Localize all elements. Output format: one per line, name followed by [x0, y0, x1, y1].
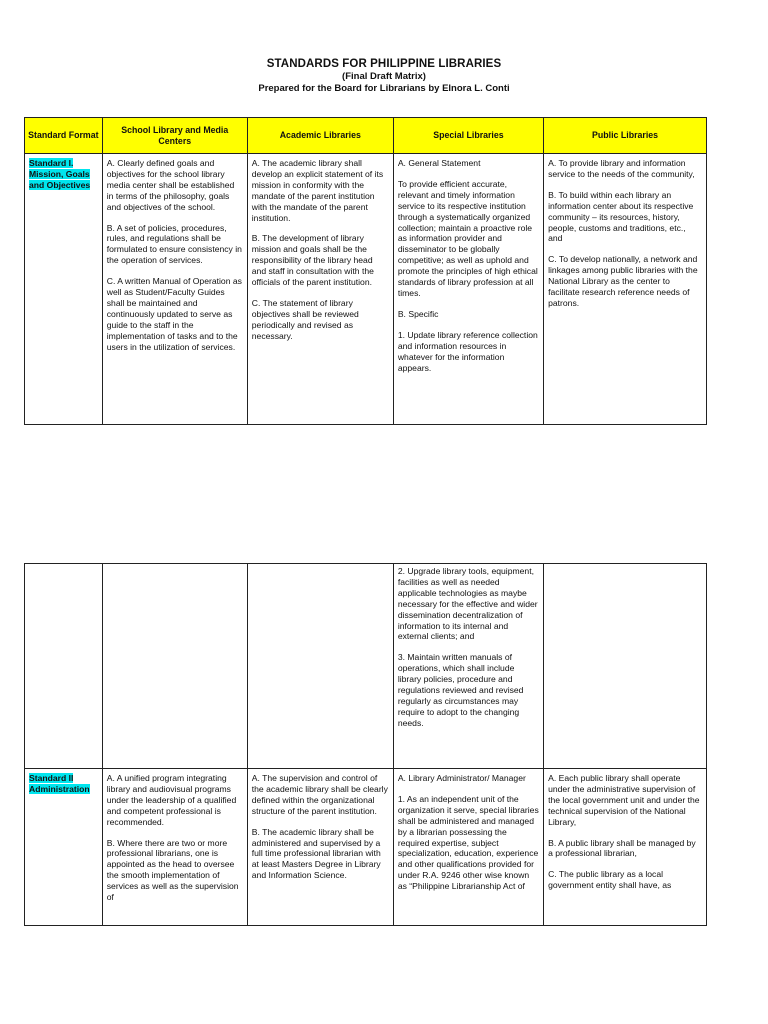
standards-matrix-table-page2 [24, 563, 707, 926]
paragraph: B. The academic library shall be administered and supervised by a full time professional librarian with at least Masters Degree in Library and Information Science. [251, 826, 381, 881]
standard-1-academic-cell [247, 154, 393, 425]
paragraph: A. Library Administrator/ Manager [397, 773, 526, 783]
standard-1-school-cell [102, 154, 247, 425]
prepared-by-line: Prepared for the Board for Librarians by Elnora L. Conti [258, 83, 510, 94]
column-header-special-libraries: Special Libraries [393, 118, 543, 154]
continuation-empty-cell [247, 564, 393, 769]
document-subtitle: (Final Draft Matrix) [342, 71, 426, 82]
continuation-empty-cell [544, 564, 707, 769]
table-row-standard-2 [25, 769, 707, 926]
standard-1-label: Standard I. Mission, Goals and Objectives [29, 158, 91, 190]
paragraph: C. The public library as a local government entity shall have, as [548, 869, 672, 891]
paragraph: 3. Maintain written manuals of operations, which shall include library policies, procedure and regulations reviewed and revised regularly as circumstances may require to adopt to the changing needs. [397, 652, 524, 728]
paragraph: A. Each public library shall operate under the administrative supervision of the local government unit and under the technical supervision of the National Library, [548, 773, 700, 827]
standard-2-school-cell [102, 769, 247, 926]
continuation-empty-cell [102, 564, 247, 769]
table-row-continuation [25, 564, 707, 769]
paragraph: A. General Statement [397, 158, 481, 168]
standard-2-public-cell [544, 769, 707, 926]
paragraph: To provide efficient accurate, relevant and timely information service to its respective institution through a systematically organized collection; maintain a proactive role as information provider and disseminator to be globally competitive; as well as uphold and promote the principles of high ethical standards of library profession at all times. [397, 178, 538, 298]
paragraph: B. A set of policies, procedures, rules, and regulations shall be formulated to ensure consistency in the operation of services. [106, 222, 242, 266]
paragraph: C. A written Manual of Operation as well as Student/Faculty Guides shall be maintained and continuously updated to serve as guide to the staff in the implementation of tasks and to the users in the utilization of services. [106, 276, 242, 352]
paragraph: A. The supervision and control of the academic library shall be clearly defined within the organizational structure of the parent institution. [251, 773, 388, 816]
column-header-standard-format: Standard Format [25, 118, 103, 154]
paragraph: 1. As an independent unit of the organization it serve, special libraries shall be administered and managed by a librarian possessing the required expertise, subject specialization, education, experience and other qualifications provided for under R.A. 9246 other wise known as “Philippine Librarianship Act of [397, 793, 539, 892]
document-header [0, 58, 768, 94]
paragraph: C. The statement of library objectives shall be reviewed periodically and revised as necessary. [251, 297, 359, 341]
standard-2-label: Standard II Administration [29, 773, 90, 794]
continuation-special-cell [393, 564, 543, 769]
column-header-academic-libraries: Academic Libraries [247, 118, 393, 154]
paragraph: B. A public library shall be managed by a professional librarian, [548, 837, 696, 859]
paragraph: C. To develop nationally, a network and linkages among public libraries with the National Library as the center to facilitate research reference needs of patrons. [548, 254, 698, 308]
paragraph: A. The academic library shall develop an explicit statement of its mission in conformity with the mandate of the parent institution with the mandate of the parent institution. [251, 158, 384, 223]
table-row-standard-1 [25, 154, 707, 425]
standard-2-academic-cell [247, 769, 393, 926]
table-header-row [25, 118, 707, 154]
standard-1-special-cell [393, 154, 543, 425]
paragraph: B. Specific [397, 308, 439, 319]
paragraph: A. To provide library and information service to the needs of the community, [548, 158, 695, 179]
paragraph: B. Where there are two or more professional librarians, one is appointed as the head to oversee the smooth implementation of services as well as the supervision of [106, 837, 239, 903]
paragraph: B. To build within each library an information center about its respective community – its resources, history, people, customs and traditions, etc., and [548, 189, 694, 244]
standards-matrix-table-page1 [24, 117, 707, 425]
document-title: STANDARDS FOR PHILIPPINE LIBRARIES [266, 58, 502, 70]
paragraph: A. Clearly defined goals and objectives for the school library media center shall be established in terms of the philosophy, goals and objectives of the school. [106, 158, 235, 212]
standard-1-label-cell [25, 154, 103, 425]
paragraph: A. A unified program integrating library and audiovisual programs under the leadership of a qualified and competent professional is recommended. [106, 773, 237, 827]
paragraph: 2. Upgrade library tools, equipment, facilities as well as needed applicable technologies as maybe necessary for the effective and wider dissemination decentralization of information to its internal and external clients; and [397, 566, 538, 642]
column-header-school-library: School Library and Media Centers [102, 118, 247, 154]
standard-1-public-cell [544, 154, 707, 425]
standard-2-special-cell [393, 769, 543, 926]
column-header-public-libraries: Public Libraries [544, 118, 707, 154]
standard-2-label-cell [25, 769, 103, 926]
paragraph: B. The development of library mission and goals shall be the responsibility of the library head and staff in consultation with the officials of the parent institution. [251, 233, 374, 288]
paragraph: 1. Update library reference collection and information resources in whatever for the information appears. [397, 329, 538, 373]
continuation-empty-cell [25, 564, 103, 769]
